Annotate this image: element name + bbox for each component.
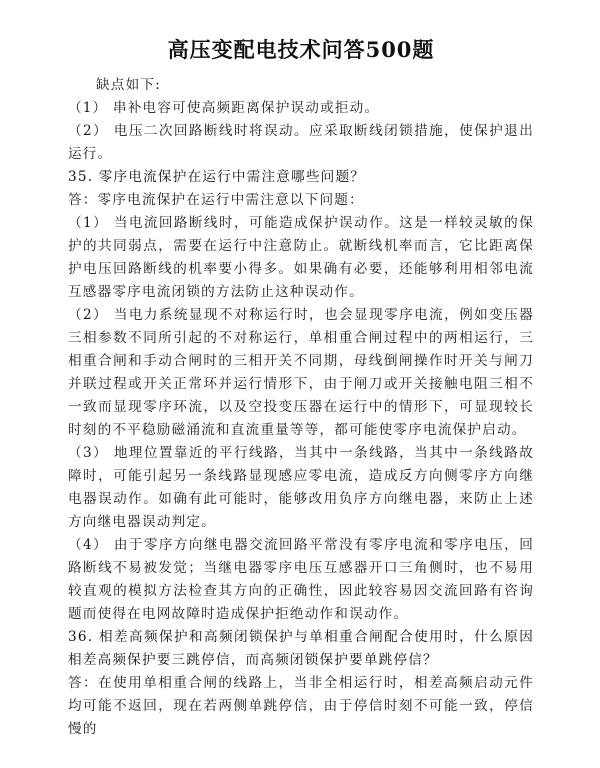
paragraph-drawbacks: 缺点如下: (96, 77, 161, 93)
paragraph-item-1: （1） 串补电容可使高频距离保护误动或拒动。 (68, 100, 380, 116)
answer-36: 答：在使用单相重合闸的线路上，当非全相运行时，相差高频启动元件均可能不返回，现在若两侧单跳停信，由于停信时刻不可能一致，停信慢的 (68, 675, 534, 737)
answer-35-point-2: （2） 当电力系统显现不对称运行时，也会显现零序电流，例如变压器三相参数不同所引起的不对称运行，单相重合闸过程中的两相运行，三相重合闸和手动合闸时的三相开关不同期，母线倒闸操作时开关与闸刀并联过程或开关正常环并运行情形下，由于闸刀或开关接触电阻三相不一致而显现零序环流，以及空投变压器在运行中的情形下，可显现较长时刻的不平稳励磁涌流和直流重量等等，都可能使零序电流保护启动。 (68, 307, 534, 438)
question-36: 36. 相差高频保护和高频闭锁保护与单相重合闸配合使用时，什么原因相差高频保护要三跳停信，而高频闭锁保护要单跳停信？ (68, 629, 534, 668)
paragraph-item-2: （2） 电压二次回路断线时将误动。应采取断线闭锁措施，使保护退出运行。 (68, 123, 534, 162)
page-title: 高压变配电技术问答500题 (167, 37, 435, 62)
answer-35-point-1: （1） 当电流回路断线时，可能造成保护误动作。这是一样较灵敏的保护的共同弱点，需要在运行中注意防止。就断线机率而言，它比距离保护电压回路断线的机率要小得多。如果确有必要，还能够利用相邻电流互感器零序电流闭锁的方法防止这种误动作。 (68, 215, 534, 300)
answer-35-intro: 答：零序电流保护在运行中需注意以下问题： (68, 192, 364, 208)
answer-35-point-3: （3） 地理位置靠近的平行线路，当其中一条线路，当其中一条线路故障时，可能引起另一条线路显现感应零电流，造成反方向侧零序方向继电器误动作。如确有此可能时，能够改用负序方向继电器，来防止上述方向继电器误动判定。 (68, 445, 534, 530)
question-35: 35. 零序电流保护在运行中需注意哪些问题？ (68, 169, 366, 185)
answer-35-point-4: （4） 由于零序方向继电器交流回路平常没有零序电流和零序电压，回路断线不易被发觉；当继电器零序电压互感器开口三角侧时，也不易用较直观的模拟方法检查其方向的正确性，因此较容易因交流回路有咨询题而使得在电网故障时造成保护拒绝动作和误动作。 (68, 537, 534, 622)
